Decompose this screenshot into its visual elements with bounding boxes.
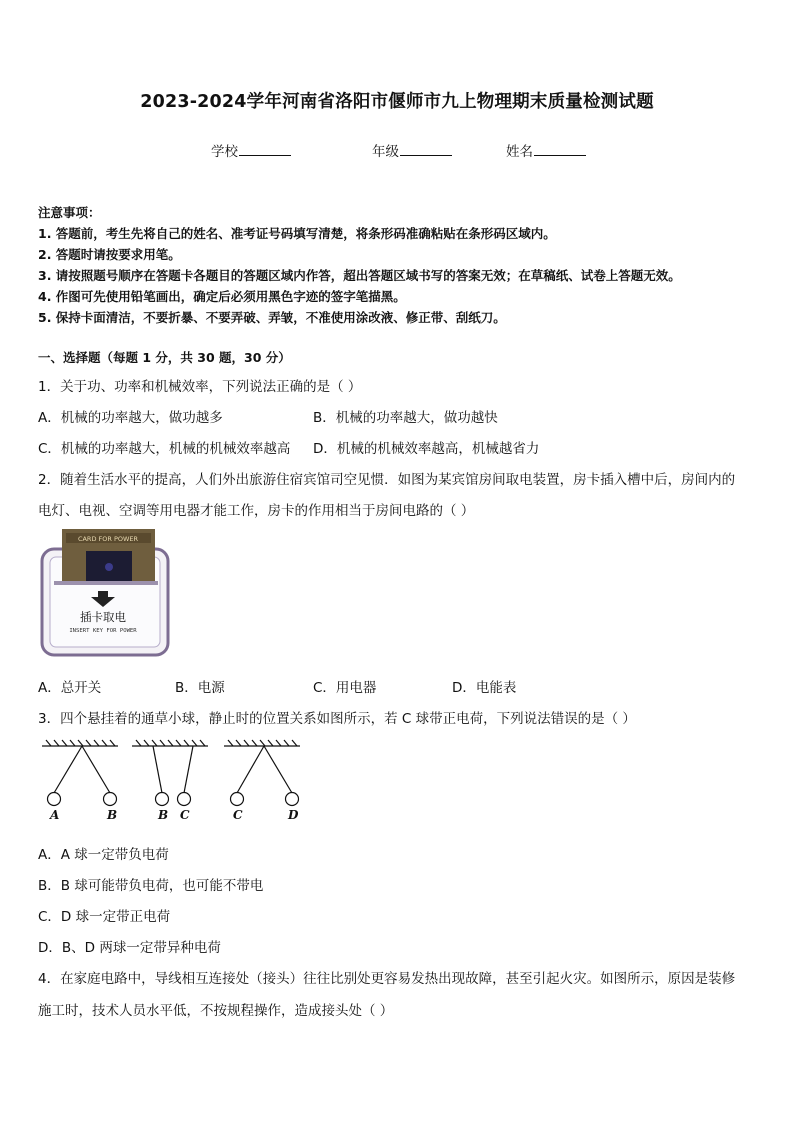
card-label-cn: 插卡取电: [80, 610, 126, 624]
q3-option-d: D．B、D 两球一定带异种电荷: [38, 940, 221, 956]
label-a: A: [50, 808, 60, 822]
notice-item: 1. 答题前，考生先将自己的姓名、准考证号码填写清楚，将条形码准确粘贴在条形码区域内。: [38, 226, 556, 241]
name-field: [506, 140, 586, 160]
label-c: C: [180, 808, 190, 822]
ball-c2: [231, 793, 244, 806]
q2-option-d: D．电能表: [452, 680, 517, 696]
grade-field: [372, 140, 452, 160]
label-c2: C: [233, 808, 243, 822]
room-card-power-figure: [40, 527, 170, 659]
q1-option-b: B．机械的功率越大，做功越快: [313, 410, 498, 426]
label-b2: B: [158, 808, 169, 822]
label-d: D: [288, 808, 299, 822]
school-field: [211, 140, 291, 160]
label-b: B: [107, 808, 118, 822]
q1-option-c: C．机械的功率越大，机械的机械效率越高: [38, 441, 291, 457]
q3-option-b: B．B 球可能带负电荷，也可能不带电: [38, 878, 264, 894]
q2-option-b: B．电源: [175, 680, 225, 696]
ball-c: [178, 793, 191, 806]
notice-item: 2. 答题时请按要求用笔。: [38, 247, 181, 262]
grade-label: 年级: [372, 144, 399, 160]
notice-item: 4. 作图可先使用铅笔画出，确定后必须用黑色字迹的签字笔描黑。: [38, 289, 406, 304]
q2-option-a: A．总开关: [38, 680, 102, 696]
q3-option-a: A．A 球一定带负电荷: [38, 847, 169, 863]
school-blank: [239, 143, 291, 156]
page-title: 2023-2024学年河南省洛阳市偃师市九上物理期末质量检测试题: [140, 92, 654, 112]
grade-blank: [400, 143, 452, 156]
notice-item: 3. 请按照题号顺序在答题卡各题目的答题区域内作答，超出答题区域书写的答案无效；在草稿纸、试卷上答题无效。: [38, 268, 681, 283]
notice-heading: 注意事项：: [38, 205, 101, 220]
q2-option-c: C．用电器: [313, 680, 377, 696]
ball-d: [286, 793, 299, 806]
card-label-en: INSERT KEY FOR POWER: [69, 628, 137, 634]
card-text: CARD FOR POWER: [77, 535, 139, 543]
section-heading: 一、选择题（每题 1 分，共 30 题，30 分）: [38, 350, 291, 365]
notice-item: 5. 保持卡面清洁，不要折暴、不要弄破、弄皱，不准使用涂改液、修正带、刮纸刀。: [38, 310, 506, 325]
name-blank: [534, 143, 586, 156]
ball-a: [48, 793, 61, 806]
question-2-stem: 2．随着生活水平的提高，人们外出旅游住宿宾馆司空见惯．如图为某宾馆房间取电装置，房卡插入槽中后，房间内的: [38, 472, 736, 488]
name-label: 姓名: [506, 144, 533, 160]
q3-option-c: C．D 球一定带正电荷: [38, 909, 171, 925]
ball-b: [104, 793, 117, 806]
question-3-stem: 3．四个悬挂着的通草小球，静止时的位置关系如图所示，若 C 球带正电荷，下列说法错误的是（ ）: [38, 711, 636, 727]
question-4-stem-cont: 施工时，技术人员水平低，不按规程操作，造成接头处（ ）: [38, 1003, 394, 1019]
ball-b2: [156, 793, 169, 806]
hanging-balls-figure: [38, 738, 308, 826]
q1-option-a: A．机械的功率越大，做功越多: [38, 410, 223, 426]
q1-option-d: D．机械的机械效率越高，机械越省力: [313, 441, 540, 457]
school-label: 学校: [211, 144, 238, 160]
question-1-stem: 1．关于功、功率和机械效率，下列说法正确的是（ ）: [38, 379, 362, 395]
question-2-stem-cont: 电灯、电视、空调等用电器才能工作，房卡的作用相当于房间电路的（ ）: [38, 503, 475, 519]
question-4-stem: 4．在家庭电路中，导线相互连接处（接头）往往比别处更容易发热出现故障，甚至引起火灾。如图所示，原因是装修: [38, 971, 736, 987]
